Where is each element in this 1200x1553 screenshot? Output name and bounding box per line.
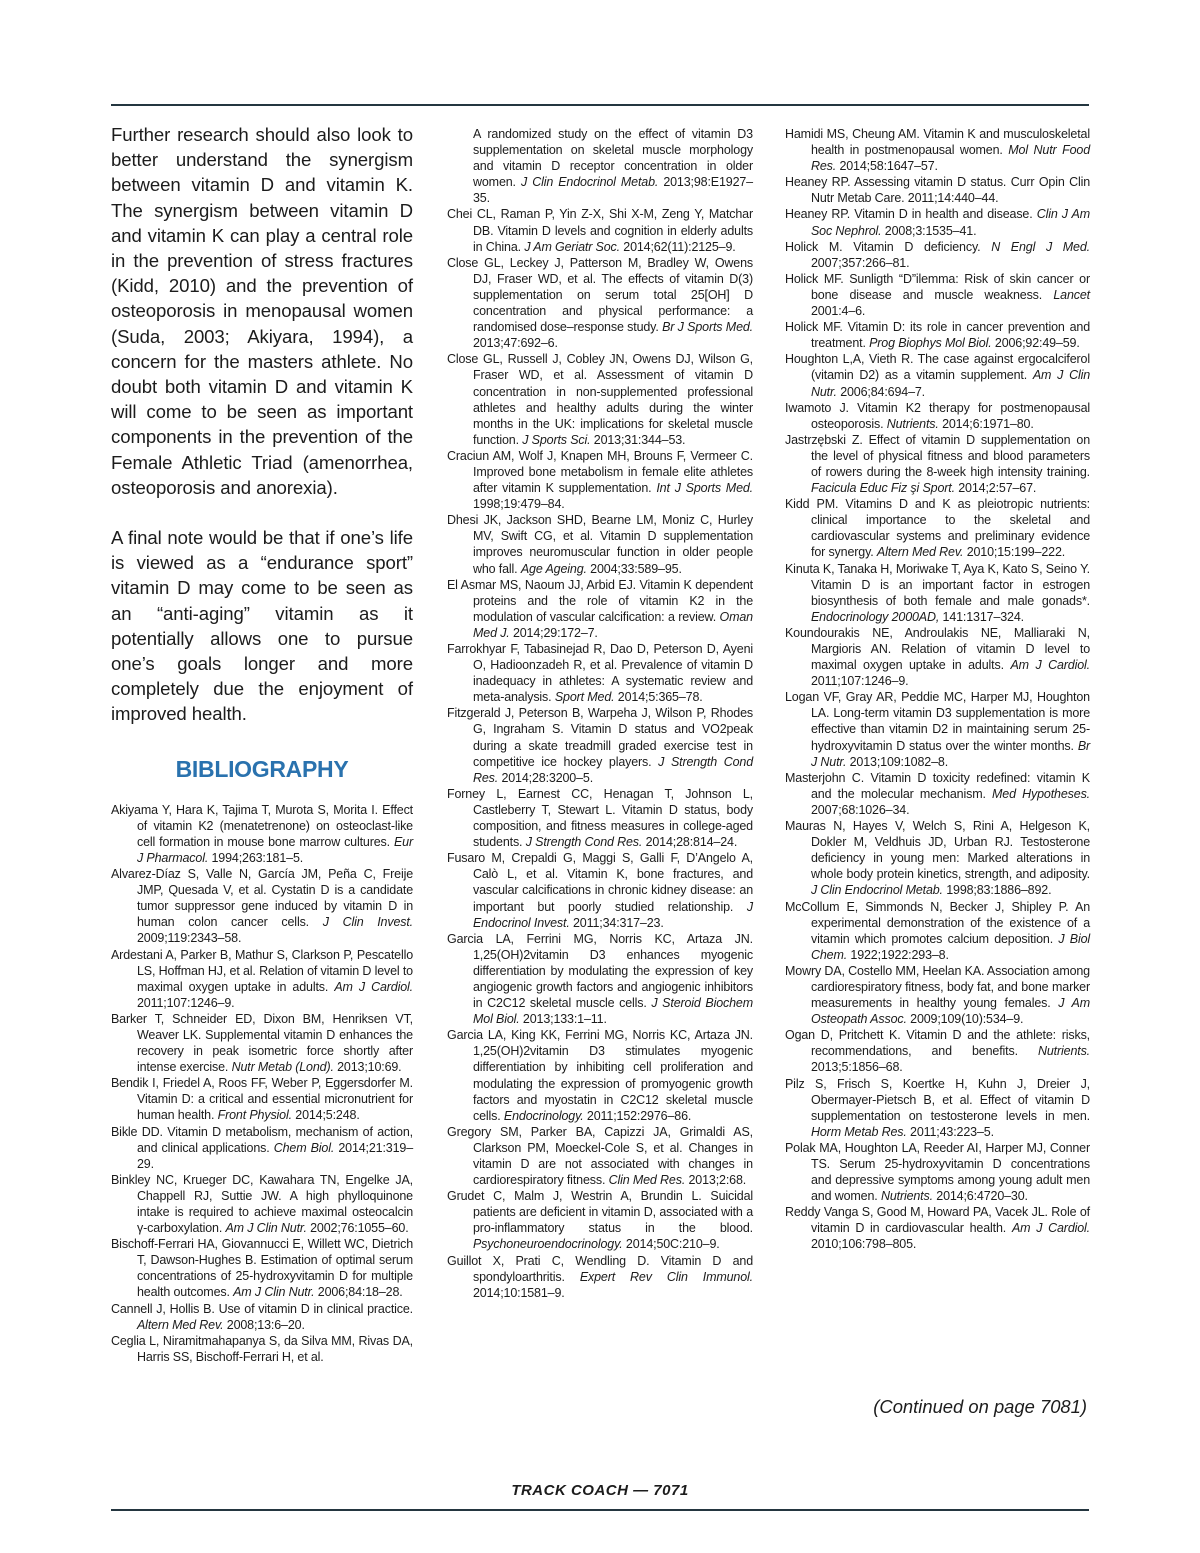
reference-journal: Sport Med. bbox=[554, 690, 615, 705]
reference-journal: Horm Metab Res. bbox=[811, 1124, 907, 1139]
reference-citation: 2006;84:694–7. bbox=[840, 384, 925, 399]
reference-journal: Nutrients. bbox=[1038, 1044, 1090, 1059]
reference-journal: Facicula Educ Fiz şi Sport. bbox=[811, 481, 955, 496]
reference-journal: Mol Nutr Food Res. bbox=[811, 143, 1090, 174]
reference-list-2 bbox=[447, 126, 753, 1301]
reference-item bbox=[785, 496, 1090, 560]
reference-journal: Br J Nutr. bbox=[811, 738, 1091, 769]
reference-journal: Med Hypotheses. bbox=[992, 786, 1090, 801]
reference-item bbox=[785, 625, 1090, 689]
reference-item bbox=[785, 271, 1090, 319]
reference-text: Fitzgerald J, Peterson B, Warpeha J, Wilson P, Rhodes G, Ingraham S. Vitamin D status and VO2peak during a skate treadmill graded exercise test in competitive ice hockey players. bbox=[447, 706, 753, 769]
reference-item bbox=[447, 705, 753, 785]
reference-citation: 1994;263:181–5. bbox=[211, 850, 304, 865]
reference-item bbox=[111, 947, 413, 1011]
reference-citation: 2014;29:172–7. bbox=[512, 625, 598, 640]
reference-item bbox=[785, 126, 1090, 174]
reference-journal: Am J Clin Nutr. bbox=[225, 1221, 307, 1236]
reference-text: Ardestani A, Parker B, Mathur S, Clarkson P, Pescatello LS, Hoffman HJ, et al. Relation of vitamin D level to maximal oxygen uptake in adults. bbox=[111, 947, 413, 994]
reference-text: Dhesi JK, Jackson SHD, Bearne LM, Moniz C, Hurley MV, Swift CG, et al. Vitamin D supplementation improves neuromuscular function in older people who fall. bbox=[447, 513, 753, 576]
reference-text: Bischoff-Ferrari HA, Giovannucci E, Willett WC, Dietrich T, Dawson-Hughes B. Estimation of optimal serum concentrations of 25-hydroxyvitamin D for multiple health outcomes. bbox=[111, 1237, 413, 1300]
reference-text: Farrokhyar F, Tabasinejad R, Dao D, Peterson D, Ayeni O, Hadioonzadeh R, et al. Prevalence of vitamin D inadequacy in athletes: A systematic review and meta-analysis. bbox=[447, 642, 753, 705]
reference-text: Gregory SM, Parker BA, Capizzi JA, Grimaldi AS, Clarkson PM, Moeckel-Cole S, et al. Changes in vitamin D are not associated with changes in cardiorespiratory fitness. bbox=[447, 1124, 753, 1188]
column-1 bbox=[111, 122, 413, 1365]
reference-text: Alvarez-Díaz S, Valle N, García JM, Peña C, Freije JMP, Quesada V, et al. Cystatin D is a candidate tumor suppressor gene induced by vitamin D in human colon cancer cells. bbox=[111, 867, 413, 930]
reference-journal: Altern Med Rev. bbox=[876, 545, 964, 560]
reference-citation: 2011;34:317–23. bbox=[573, 915, 664, 930]
reference-journal: Chem Biol. bbox=[273, 1140, 335, 1155]
reference-item bbox=[785, 899, 1090, 963]
reference-citation: 2011;107:1246–9. bbox=[137, 995, 235, 1010]
reference-text: Binkley NC, Krueger DC, Kawahara TN, Engelke JA, Chappell RJ, Suttie JW. A high phylloquinone intake is required to achieve maximal osteocalcin γ-carboxylation. bbox=[111, 1172, 413, 1236]
reference-text: Jastrzębski Z. Effect of vitamin D supplementation on the level of physical fitness and blood parameters of rowers during the 8-week high intensity training. bbox=[785, 432, 1090, 479]
reference-text: McCollum E, Simmonds N, Becker J, Shipley P. An experimental demonstration of the existence of a vitamin which promotes calcium deposition. bbox=[785, 899, 1090, 946]
reference-text: Kinuta K, Tanaka H, Moriwake T, Aya K, Kato S, Seino Y. Vitamin D is an important factor in estrogen biosynthesis of both female and male gonads*. bbox=[785, 561, 1090, 608]
reference-journal: Endocrinology. bbox=[503, 1108, 584, 1123]
reference-citation: 2008;13:6–20. bbox=[226, 1317, 305, 1332]
page-footer: TRACK COACH — 7071 bbox=[511, 1482, 689, 1499]
reference-text: A randomized study on the effect of vitamin D3 supplementation on skeletal muscle morphology and vitamin D receptor concentration in older women. bbox=[473, 127, 753, 190]
reference-text: El Asmar MS, Naoum JJ, Arbid EJ. Vitamin K dependent proteins and the role of vitamin K2 in the modulation of vascular calcification: a review. bbox=[447, 577, 753, 624]
reference-item bbox=[447, 931, 753, 1028]
reference-citation: 2001:4–6. bbox=[811, 304, 866, 319]
reference-text: Pilz S, Frisch S, Koertke H, Kuhn J, Dreier J, Obermayer-Pietsch B, et al. Effect of vitamin D supplementation on testosterone levels in men. bbox=[785, 1076, 1090, 1123]
reference-text: Barker T, Schneider ED, Dixon BM, Henriksen VT, Weaver LK. Supplemental vitamin D enhances the recovery in peak isometric force shortly after intense exercise. bbox=[111, 1011, 413, 1075]
reference-journal: J Strength Cond Res. bbox=[525, 835, 643, 850]
reference-text: Mauras N, Hayes V, Welch S, Rini A, Helgeson K, Dokler M, Veldhuis JD, Urban RJ. Testosterone deficiency in young men: Marked alterations in whole body protein kinetics, strength, and adiposity. bbox=[785, 819, 1090, 882]
reference-text: Bikle DD. Vitamin D metabolism, mechanism of action, and clinical applications. bbox=[111, 1124, 413, 1155]
reference-citation: 2014;58:1647–57. bbox=[839, 159, 938, 174]
reference-text: Forney L, Earnest CC, Henagan T, Johnson L, Castleberry T, Stewart L. Vitamin D status, body composition, and fitness measures in college-aged students. bbox=[447, 786, 753, 850]
reference-citation: 2014;28:3200–5. bbox=[501, 770, 594, 785]
reference-journal: Am J Cardiol. bbox=[1011, 1221, 1090, 1236]
reference-journal: J Am Osteopath Assoc. bbox=[811, 996, 1091, 1027]
reference-item bbox=[785, 319, 1090, 351]
reference-citation: 2014;6:4720–30. bbox=[936, 1189, 1028, 1204]
reference-citation: 2006;84:18–28. bbox=[317, 1285, 403, 1300]
reference-citation: 2010;106:798–805. bbox=[811, 1237, 917, 1252]
reference-item bbox=[785, 1204, 1090, 1252]
reference-journal: Altern Med Rev. bbox=[137, 1317, 224, 1332]
reference-journal: Clin J Am Soc Nephrol. bbox=[811, 207, 1090, 238]
reference-citation: 1922;1922:293–8. bbox=[850, 947, 949, 962]
reference-journal: Am J Cardiol. bbox=[334, 979, 413, 994]
reference-citation: 2014;62(11):2125–9. bbox=[623, 239, 736, 254]
column-2 bbox=[447, 126, 753, 1301]
reference-text: Polak MA, Houghton LA, Reeder AI, Harper MJ, Conner TS. Serum 25-hydroxyvitamin D concentrations and depressive symptoms among young adult men and women. bbox=[785, 1140, 1090, 1204]
reference-item bbox=[447, 577, 753, 641]
body-paragraph-2: A final note would be that if one’s life is viewed as a “endurance sport” vitamin D may come to be seen as an “anti-aging” vitamin as it potentially allows one to pursue one’s goals longer and more completely due the enjoyment of improved health. bbox=[111, 527, 413, 725]
reference-text: Craciun AM, Wolf J, Knapen MH, Brouns F, Vermeer C. Improved bone metabolism in female elite athletes after vitamin K supplementation. bbox=[447, 448, 753, 496]
reference-journal: J Strength Cond Res. bbox=[473, 754, 753, 785]
reference-citation: 2011;152:2976–86. bbox=[586, 1108, 692, 1123]
reference-citation: 2014;5:248. bbox=[295, 1108, 360, 1123]
reference-text: Garcia LA, King KK, Ferrini MG, Norris KC, Artaza JN. 1,25(OH)2vitamin D3 stimulates myogenic differentiation by inhibiting cell proliferation and modulating the expression of promyogenic growth factors and myostatin in C2C12 skeletal muscle cells. bbox=[447, 1028, 753, 1123]
reference-text: Close GL, Leckey J, Patterson M, Bradley W, Owens DJ, Fraser WD, et al. The effects of vitamin D(3) supplementation on serum total 25[OH] D concentration and physical performance: a randomised dose–response study. bbox=[447, 255, 753, 335]
reference-journal: Eur J Pharmacol. bbox=[137, 834, 413, 865]
continued-note: (Continued on page 7081) bbox=[873, 1396, 1087, 1417]
reference-item bbox=[785, 689, 1090, 769]
reference-item bbox=[447, 1188, 753, 1252]
reference-item bbox=[447, 512, 753, 576]
reference-item bbox=[111, 1011, 413, 1075]
reference-text: Holick M. Vitamin D deficiency. bbox=[785, 239, 981, 254]
reference-citation: 2007;357:266–81. bbox=[811, 255, 910, 270]
reference-citation: 2014;50C:210–9. bbox=[625, 1237, 720, 1252]
reference-text: Cannell J, Hollis B. Use of vitamin D in clinical practice. bbox=[111, 1301, 413, 1316]
reference-item bbox=[785, 1140, 1090, 1204]
reference-citation: 1998;19:479–84. bbox=[473, 497, 565, 512]
reference-item bbox=[785, 206, 1090, 238]
reference-item bbox=[447, 351, 753, 448]
reference-item bbox=[785, 818, 1090, 898]
column-3 bbox=[785, 126, 1090, 1253]
reference-journal: J Clin Endocrinol Metab. bbox=[520, 175, 659, 190]
reference-item bbox=[111, 802, 413, 866]
reference-citation: 2013;98:E1927–35. bbox=[473, 175, 753, 206]
reference-journal: Psychoneuroendocrinology. bbox=[473, 1237, 623, 1252]
reference-journal: Clin Med Res. bbox=[608, 1173, 686, 1188]
reference-text: Heaney RP. Assessing vitamin D status. Curr Opin Clin Nutr Metab Care. 2011;14:440–44. bbox=[785, 175, 1090, 206]
reference-journal: J Endocrinol Invest. bbox=[473, 899, 753, 930]
reference-citation: 2006;92:49–59. bbox=[994, 336, 1080, 351]
reference-text: Guillot X, Prati C, Wendling D. Vitamin D and spondyloarthritis. bbox=[447, 1253, 753, 1284]
reference-journal: Nutr Metab (Lond). bbox=[231, 1060, 334, 1075]
reference-item bbox=[785, 351, 1090, 399]
reference-journal: Front Physiol. bbox=[217, 1108, 292, 1123]
reference-citation: 2009;119:2343–58. bbox=[137, 931, 242, 946]
reference-citation: 2007;68:1026–34. bbox=[811, 802, 910, 817]
reference-journal: J Steroid Biochem Mol Biol. bbox=[473, 996, 753, 1027]
reference-item bbox=[447, 1124, 753, 1188]
reference-citation: 2004;33:589–95. bbox=[590, 561, 682, 576]
reference-citation: 2011;43:223–5. bbox=[910, 1124, 994, 1139]
reference-journal: J Clin Invest. bbox=[322, 915, 413, 930]
reference-item bbox=[785, 239, 1090, 271]
reference-journal: Oman Med J. bbox=[473, 609, 753, 640]
reference-citation: 2013;109:1082–8. bbox=[849, 754, 949, 769]
reference-text: Chei CL, Raman P, Yin Z-X, Shi X-M, Zeng Y, Matchar DB. Vitamin D levels and cognition in elderly adults in China. bbox=[447, 207, 753, 254]
reference-text: Houghton L,A, Vieth R. The case against ergocalciferol (vitamin D2) as a vitamin supplement. bbox=[785, 352, 1090, 383]
reference-citation: 2014;6:1971–80. bbox=[942, 416, 1034, 431]
reference-citation: 2014;2:57–67. bbox=[958, 481, 1037, 496]
reference-journal: Am J Cardiol. bbox=[1010, 658, 1090, 673]
reference-citation: 2013;47:692–6. bbox=[473, 336, 558, 351]
reference-text: Bendik I, Friedel A, Roos FF, Weber P, Eggersdorfer M. Vitamin D: a critical and essential micronutrient for human health. bbox=[111, 1076, 413, 1123]
reference-text: Akiyama Y, Hara K, Tajima T, Murota S, Morita I. Effect of vitamin K2 (menatetrenone) on osteoclast-like cell formation in mouse bone marrow cultures. bbox=[111, 802, 413, 849]
reference-journal: J Sports Sci. bbox=[522, 432, 591, 447]
reference-journal: J Clin Endocrinol Metab. bbox=[811, 883, 943, 898]
reference-item bbox=[447, 255, 753, 352]
reference-item bbox=[111, 1236, 413, 1300]
reference-item bbox=[111, 1172, 413, 1236]
reference-list-1 bbox=[111, 802, 413, 1365]
reference-text: Holick MF. Vitamin D: its role in cancer prevention and treatment. bbox=[785, 320, 1090, 351]
reference-item bbox=[111, 1075, 413, 1123]
reference-item bbox=[785, 400, 1090, 432]
reference-citation: 2013;5:1856–68. bbox=[811, 1060, 903, 1075]
bottom-rule bbox=[111, 1509, 1089, 1511]
reference-citation: 2008;3:1535–41. bbox=[884, 223, 977, 238]
reference-citation: 2014;21:319–29. bbox=[137, 1140, 414, 1171]
reference-text: Koundourakis NE, Androulakis NE, Malliaraki N, Margioris AN. Relation of vitamin D level to maximal oxygen uptake in adults. bbox=[785, 625, 1090, 673]
reference-item bbox=[447, 850, 753, 930]
reference-text: Holick MF. Sunligth “D”ilemma: Risk of skin cancer or bone disease and muscle weakness. bbox=[785, 271, 1090, 302]
top-rule bbox=[111, 104, 1089, 106]
reference-citation: 2002;76:1055–60. bbox=[310, 1221, 409, 1236]
reference-text: Mowry DA, Costello MM, Heelan KA. Association among cardiorespiratory fitness, body fat, and bone marker measurements in healthy young females. bbox=[785, 963, 1090, 1011]
reference-citation: 2013;10:69. bbox=[337, 1060, 402, 1075]
reference-journal: Br J Sports Med. bbox=[662, 320, 753, 335]
reference-text: Logan VF, Gray AR, Peddie MC, Harper MJ, Houghton LA. Long-term vitamin D3 supplementation is more effective than vitamin D2 in maintaining serum 25-hydroxyvitamin D status over the winter months. bbox=[785, 690, 1090, 753]
reference-text: Close GL, Russell J, Cobley JN, Owens DJ, Wilson G, Fraser WD, et al. Assessment of vitamin D concentration in non-supplemented professional athletes and healthy adults during the winter months in the UK: implications for skeletal muscle function. bbox=[447, 352, 753, 447]
reference-journal: Age Ageing. bbox=[520, 561, 587, 576]
reference-text: Reddy Vanga S, Good M, Howard PA, Vacek JL. Role of vitamin D in cardiovascular health. bbox=[785, 1205, 1090, 1236]
reference-item bbox=[447, 448, 753, 512]
reference-item bbox=[111, 1301, 413, 1333]
reference-journal: J Am Geriatr Soc. bbox=[524, 239, 620, 254]
reference-item bbox=[785, 963, 1090, 1027]
reference-journal: N Engl J Med. bbox=[991, 239, 1090, 254]
reference-citation: 2013;133:1–11. bbox=[522, 1012, 607, 1027]
reference-item bbox=[111, 866, 413, 946]
reference-journal: Endocrinology 2000AD, bbox=[811, 609, 940, 624]
reference-journal: Prog Biophys Mol Biol. bbox=[869, 336, 992, 351]
reference-journal: Am J Clin Nutr. bbox=[233, 1285, 315, 1300]
reference-item bbox=[447, 206, 753, 254]
reference-item bbox=[447, 641, 753, 705]
reference-journal: Int J Sports Med. bbox=[656, 481, 753, 496]
reference-item bbox=[447, 1027, 753, 1124]
reference-item bbox=[785, 561, 1090, 625]
reference-item bbox=[785, 1076, 1090, 1140]
reference-list-3 bbox=[785, 126, 1090, 1253]
body-paragraph-1: Further research should also look to better understand the synergism between vitamin D and vitamin K. The synergism between vitamin D and vitamin K can play a central role in the prevention of stress fractures (Kidd, 2010) and the prevention of osteoporosis in menopausal women (Suda, 2003; Akiyara, 1994), a concern for the masters athlete. No doubt both vitamin D and vitamin K will come to be seen as important components in the prevention of the Female Athletic Triad (amenorrhea, osteoporosis and anorexia). bbox=[111, 124, 413, 498]
reference-text: Garcia LA, Ferrini MG, Norris KC, Artaza JN. 1,25(OH)2vitamin D3 enhances myogenic differentiation by modulating the expression of key angiogenic growth factors and angiogenic inhibitors in C2C12 skeletal muscle cells. bbox=[447, 931, 753, 1011]
reference-citation: 141:1317–324. bbox=[942, 609, 1024, 624]
reference-item bbox=[447, 1253, 753, 1301]
reference-citation: 2014;10:1581–9. bbox=[473, 1285, 565, 1300]
reference-item bbox=[785, 1027, 1090, 1075]
reference-journal: Nutrients. bbox=[886, 416, 939, 431]
reference-journal: Expert Rev Clin Immunol. bbox=[579, 1269, 753, 1284]
reference-citation: 2010;15:199–222. bbox=[966, 545, 1066, 560]
reference-item bbox=[785, 770, 1090, 818]
reference-text: Ogan D, Pritchett K. Vitamin D and the athlete: risks, recommendations, and benefits. bbox=[785, 1028, 1090, 1059]
reference-item bbox=[447, 786, 753, 850]
reference-journal: J Biol Chem. bbox=[811, 931, 1090, 962]
reference-journal: Am J Clin Nutr. bbox=[811, 368, 1090, 399]
reference-item bbox=[447, 126, 753, 206]
reference-journal: Lancet bbox=[1053, 287, 1090, 302]
reference-item bbox=[111, 1333, 413, 1365]
reference-text: Grudet C, Malm J, Westrin A, Brundin L. Suicidal patients are deficient in vitamin D, associated with a pro-inflammatory status in the blood. bbox=[447, 1189, 753, 1236]
reference-citation: 2009;109(10):534–9. bbox=[910, 1012, 1024, 1027]
reference-text: Fusaro M, Crepaldi G, Maggi S, Galli F, D’Angelo A, Calò L, et al. Vitamin K, bone fractures, and vascular calcifications in chronic kidney disease: an important but poorly studied relationship. bbox=[447, 851, 753, 914]
reference-text: Heaney RP. Vitamin D in health and disease. bbox=[785, 207, 1033, 222]
reference-journal: Nutrients. bbox=[880, 1189, 933, 1204]
reference-citation: 2014;5:365–78. bbox=[617, 690, 703, 705]
reference-citation: 2014;28:814–24. bbox=[645, 835, 738, 850]
reference-text: Kidd PM. Vitamins D and K as pleiotropic nutrients: clinical importance to the skeletal and cardiovascular systems and preliminary evidence for synergy. bbox=[785, 497, 1090, 560]
reference-item bbox=[111, 1124, 413, 1172]
reference-item bbox=[785, 174, 1090, 206]
reference-citation: 2013;31:344–53. bbox=[593, 432, 686, 447]
bibliography-heading: BIBLIOGRAPHY bbox=[175, 755, 349, 782]
reference-item bbox=[785, 432, 1090, 496]
reference-citation: 2011;107:1246–9. bbox=[811, 674, 909, 689]
reference-citation: 1998;83:1886–892. bbox=[946, 883, 1052, 898]
reference-text: Masterjohn C. Vitamin D toxicity redefined: vitamin K and the molecular mechanism. bbox=[785, 770, 1090, 801]
reference-text: Ceglia L, Niramitmahapanya S, da Silva MM, Rivas DA, Harris SS, Bischoff-Ferrari H, et al. bbox=[111, 1333, 413, 1364]
reference-text: Iwamoto J. Vitamin K2 therapy for postmenopausal osteoporosis. bbox=[785, 400, 1090, 431]
reference-citation: 2013;2:68. bbox=[688, 1173, 747, 1188]
reference-text: Hamidi MS, Cheung AM. Vitamin K and musculoskeletal health in postmenopausal women. bbox=[785, 127, 1090, 158]
